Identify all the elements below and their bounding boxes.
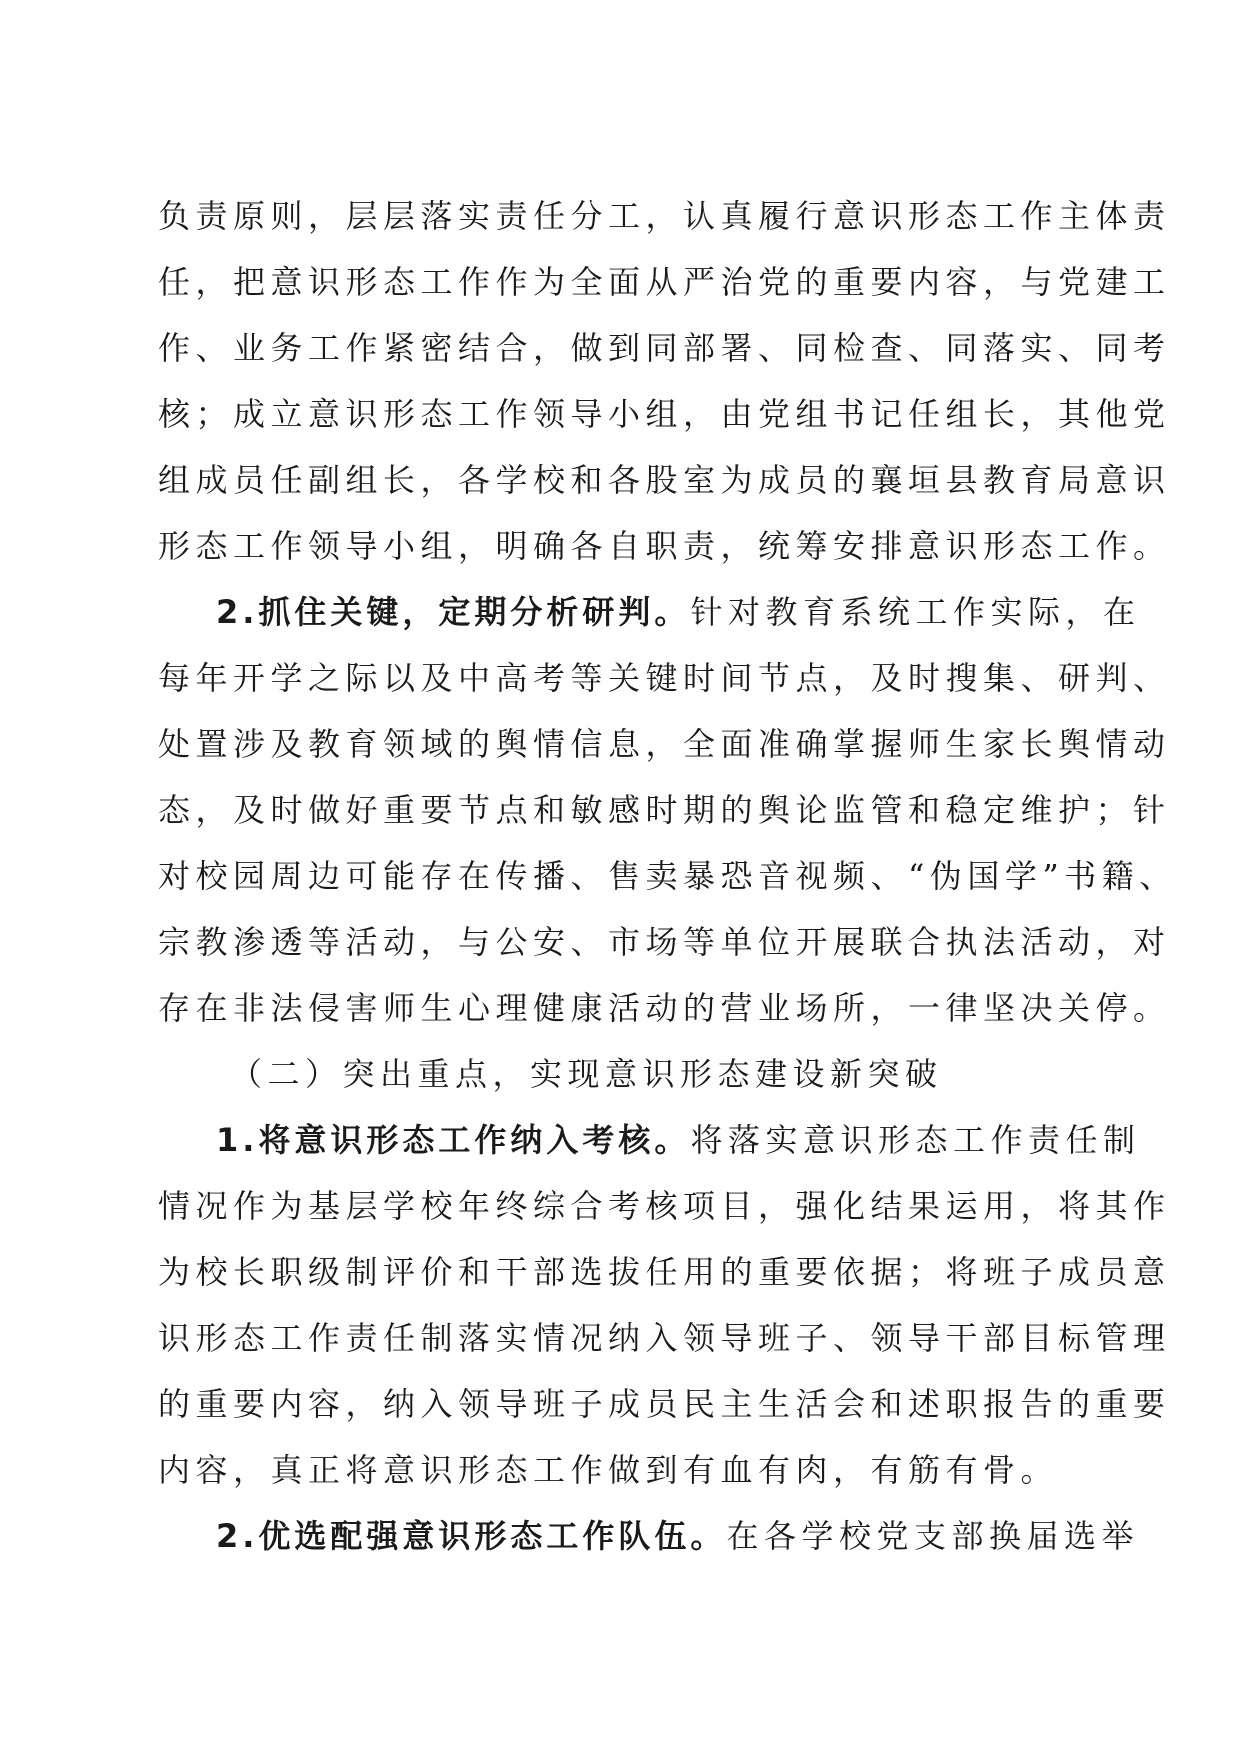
paragraph-line: 情况作为基层学校年终综合考核项目，强化结果运用，将其作 [158,1187,1171,1225]
paragraph-line: 处置涉及教育领域的舆情信息，全面准确掌握师生家长舆情动 [158,725,1171,763]
paragraph-line: 任，把意识形态工作作为全面从严治党的重要内容，与党建工 [158,263,1171,301]
item-first-line [158,1107,1141,1173]
paragraph-line: 为校长职级制评价和干部选拔任用的重要依据；将班子成员意 [158,1253,1171,1291]
body-text [158,183,1177,1569]
paragraph-line: 对校园周边可能存在传播、售卖暴恐音视频、“伪国学”书籍、 [158,857,1177,895]
paragraph-line: 的重要内容，纳入领导班子成员民主生活会和述职报告的重要 [158,1385,1171,1423]
paragraph-line: 作、业务工作紧密结合，做到同部署、同检查、同落实、同考 [158,329,1171,367]
item-heading: 2.抓住关键，定期分析研判。 [216,593,691,631]
paragraph-line: 宗教渗透等活动，与公安、市场等单位开展联合执法活动，对 [158,923,1171,961]
paragraph-line: 形态工作领导小组，明确各自职责，统筹安排意识形态工作。 [158,527,1171,565]
paragraph-line: 组成员任副组长，各学校和各股室为成员的襄垣县教育局意识 [158,461,1171,499]
paragraph-line: 识形态工作责任制落实情况纳入领导班子、领导干部目标管理 [158,1319,1171,1357]
paragraph-line: 态，及时做好重要节点和敏感时期的舆论监管和稳定维护；针 [158,791,1171,829]
paragraph-line: 内容，真正将意识形态工作做到有血有肉，有筋有骨。 [158,1451,1059,1489]
item-text: 将落实意识形态工作责任制 [690,1121,1141,1159]
paragraph-line: 负责原则，层层落实责任分工，认真履行意识形态工作主体责 [158,197,1171,235]
item-first-line [158,1503,1139,1569]
paragraph-line: 存在非法侵害师生心理健康活动的营业场所，一律坚决关停。 [158,989,1171,1027]
item-text: 针对教育系统工作实际，在 [690,593,1141,631]
item-heading: 1.将意识形态工作纳入考核。 [216,1121,691,1159]
item-first-line [158,579,1141,645]
item-heading: 2.优选配强意识形态工作队伍。 [216,1517,727,1555]
paragraph-line: 核；成立意识形态工作领导小组，由党组书记任组长，其他党 [158,395,1171,433]
paragraph-line: 每年开学之际以及中高考等关键时间节点，及时搜集、研判、 [158,659,1171,697]
section-heading: （二）突出重点，实现意识形态建设新突破 [230,1055,943,1093]
item-text: 在各学校党支部换届选举 [726,1517,1139,1555]
